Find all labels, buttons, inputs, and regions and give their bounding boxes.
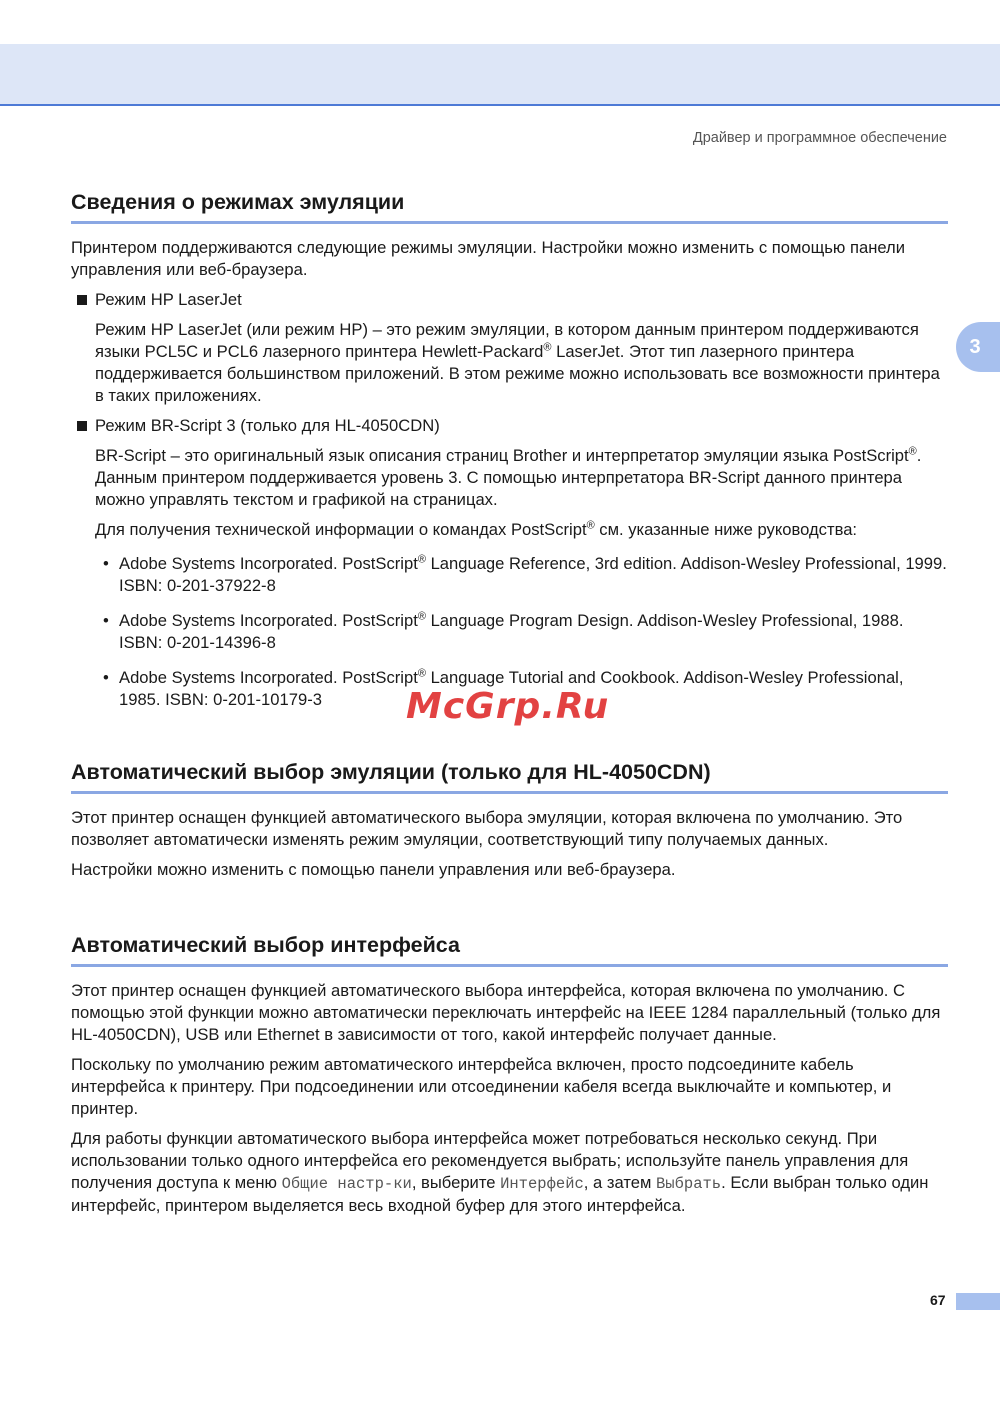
menu-name: Выбрать bbox=[656, 1175, 722, 1193]
paragraph: Этот принтер оснащен функцией автоматического выбора эмуляции, которая включена по умолчанию. Это позволяет автоматически изменять режим эмуляции, соответствующий типу получаемых данных. bbox=[71, 808, 903, 849]
bullet-dot-icon: • bbox=[103, 554, 109, 573]
page-number: 67 bbox=[930, 1292, 946, 1308]
mode-hp-heading: Режим HP LaserJet bbox=[71, 289, 948, 311]
mode-brscript-heading: Режим BR-Script 3 (только для HL-4050CDN) bbox=[71, 415, 948, 437]
running-header: Драйвер и программное обеспечение bbox=[692, 130, 947, 146]
mode-hp-description: Режим HP LaserJet (или режим HP) – это режим эмуляции, в котором данным принтером поддерживаются языки PCL5C и PCL6 лазерного принтера Hewlett-Packard® LaserJet. Этот тип лазерного принтера поддерживается большинством приложений. В этом режиме можно использовать все возможности принтера в таких приложениях. bbox=[95, 320, 940, 405]
section-title: Автоматический выбор интерфейса bbox=[71, 933, 948, 967]
list-item: • Adobe Systems Incorporated. PostScript® Language Program Design. Addison-Wesley Professional, 1988. ISBN: 0-201-14396-8 bbox=[103, 610, 904, 652]
bullet-dot-icon: • bbox=[103, 668, 109, 687]
paragraph: Этот принтер оснащен функцией автоматического выбора интерфейса, которая включена по умолчанию. С помощью этой функции можно автоматически переключать интерфейс на IEEE 1284 параллельный (только для HL-4050CDN), USB или Ethernet в зависимости от того, какой интерфейс получает данные. bbox=[71, 981, 941, 1044]
section-title: Автоматический выбор эмуляции (только для HL-4050CDN) bbox=[71, 760, 948, 794]
square-bullet-icon bbox=[77, 295, 87, 305]
paragraph: Для работы функции автоматического выбора интерфейса может потребоваться несколько секунд. При использовании только одного интерфейса его рекомендуется выбрать; используйте панель управления для получения доступа к меню Общие настр-ки, выберите Интерфейс, а затем Выбрать. Если выбран только один интерфейс, принтером выделяется весь входной буфер для этого интерфейса. bbox=[71, 1129, 929, 1215]
menu-name: Интерфейс bbox=[500, 1175, 584, 1193]
list-item: • Adobe Systems Incorporated. PostScript® Language Reference, 3rd edition. Addison-Wesley Professional, 1999. ISBN: 0-201-37922-8 bbox=[103, 553, 947, 595]
list-item: • Adobe Systems Incorporated. PostScript® Language Tutorial and Cookbook. Addison-Wesley Professional, 1985. ISBN: 0-201-10179-3 bbox=[103, 667, 904, 709]
page-band bbox=[956, 1293, 1000, 1310]
section-auto-emulation bbox=[71, 760, 948, 881]
menu-name: Общие настр-ки bbox=[281, 1175, 412, 1193]
mode-brscript-description: BR-Script – это оригинальный язык описания страниц Brother и интерпретатор эмуляции языка PostScript®. Данным принтером поддерживается уровень 3. С помощью интерпретатора BR-Script данного принтера можно управлять текстом и графикой на страницах. bbox=[95, 445, 922, 509]
bullet-dot-icon: • bbox=[103, 611, 109, 630]
square-bullet-icon bbox=[77, 421, 87, 431]
header-band bbox=[0, 44, 1000, 106]
paragraph: Поскольку по умолчанию режим автоматического интерфейса включен, просто подсоедините кабель интерфейса к принтеру. При подсоединении или отсоединении кабеля всегда выключайте и компьютер, и принтер. bbox=[71, 1055, 892, 1118]
chapter-tab: 3 bbox=[956, 322, 1000, 372]
paragraph: Настройки можно изменить с помощью панели управления или веб-браузера. bbox=[71, 860, 676, 879]
section-title: Сведения о режимах эмуляции bbox=[71, 190, 948, 224]
section-emulation-modes bbox=[71, 190, 948, 724]
watermark: McGrp.Ru bbox=[406, 686, 610, 727]
references-intro: Для получения технической информации о командах PostScript® см. указанные ниже руководства: bbox=[95, 519, 858, 539]
intro-paragraph: Принтером поддерживаются следующие режимы эмуляции. Настройки можно изменить с помощью панели управления или веб-браузера. bbox=[71, 238, 905, 279]
section-auto-interface bbox=[71, 933, 948, 1217]
